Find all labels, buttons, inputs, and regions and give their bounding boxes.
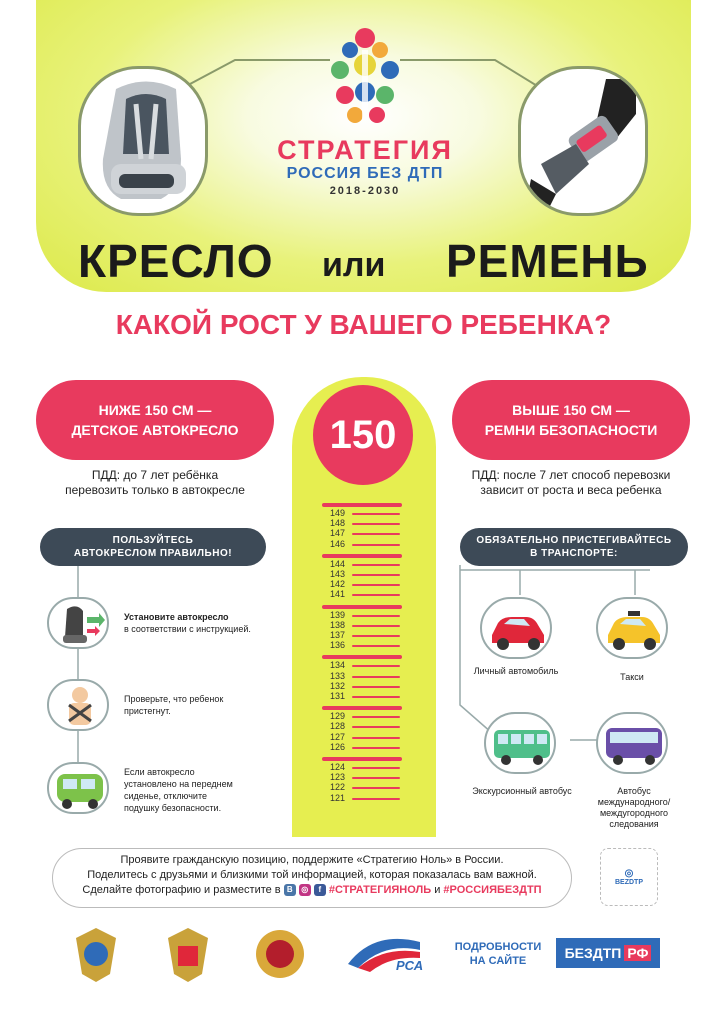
- right-rule-text: [452, 468, 690, 498]
- ruler-tick-label: 128: [330, 721, 346, 732]
- ruler-tick: [352, 635, 400, 637]
- ruler-tick-label: 138: [330, 619, 346, 630]
- ruler-tick-label: 146: [330, 538, 346, 549]
- left-rule-line2: перевозить только в автокресле: [65, 483, 245, 497]
- ruler-tick-label: 124: [330, 762, 346, 772]
- right-rule-line1: ПДД: после 7 лет способ перевозки: [471, 468, 671, 482]
- ruler-tick: [352, 798, 400, 800]
- ruler-tick-label: 129: [330, 711, 346, 722]
- ruler-tick-label: 131: [330, 691, 346, 701]
- ruler-tick: [352, 767, 400, 769]
- site-main: БЕЗДТП: [564, 945, 622, 961]
- ruler-tick: [352, 676, 400, 678]
- ruler-major-tick: [322, 605, 402, 609]
- instagram-handle-box[interactable]: [600, 848, 658, 906]
- below-150-line1: НИЖЕ 150 СМ —: [98, 402, 212, 418]
- ruler-tick: [352, 726, 400, 728]
- ruler-tick-label: 148: [330, 518, 346, 529]
- share-line2: Поделитесь с друзьями и близкими той информацией, которая показалась вам важной.: [87, 869, 537, 881]
- above-150-line1: ВЫШЕ 150 СМ —: [512, 402, 630, 418]
- ruler-tick-label: 133: [330, 670, 346, 681]
- private-car-image: [480, 597, 552, 659]
- share-line1: Проявите гражданскую позицию, поддержите «Стратегию Ноль» в России.: [120, 854, 504, 866]
- ruler-tick-label: 132: [330, 680, 346, 691]
- ruler-tick: [352, 574, 400, 576]
- emblem-ministry-education: [162, 924, 214, 984]
- above-150-line2: РЕМНИ БЕЗОПАСНОСТИ: [484, 422, 658, 438]
- more-on-site-text: [448, 940, 548, 968]
- ruler-tick: [352, 645, 400, 647]
- ruler-major-tick: [322, 554, 402, 558]
- ruler-tick-label: 139: [330, 609, 346, 620]
- step-airbag-image: [47, 762, 109, 814]
- ruler-tick-label: 123: [330, 772, 346, 783]
- use-seat-line2: АВТОКРЕСЛОМ ПРАВИЛЬНО!: [73, 548, 233, 559]
- more-line1: ПОДРОБНОСТИ: [454, 941, 542, 953]
- left-rule-text: [36, 468, 274, 498]
- ruler-tick: [352, 594, 400, 596]
- instagram-handle: BEZDTP: [615, 879, 643, 886]
- emblem-ministry-transport: [70, 924, 122, 984]
- rsa-logo-text: РСА: [396, 958, 424, 973]
- title-or: или: [322, 246, 386, 284]
- instagram-icon[interactable]: ◎: [299, 884, 311, 896]
- tour-bus-image: [484, 712, 556, 774]
- more-line2: НА САЙТЕ: [469, 955, 527, 967]
- coach-label-line4: следования: [609, 819, 659, 829]
- ruler-tick-label: 144: [330, 558, 346, 569]
- ruler-tick: [352, 523, 400, 525]
- step-airbag-text: Если автокресло установлено на переднем сиденье, отключите подушку безопасности.: [124, 767, 233, 813]
- facebook-icon[interactable]: f: [314, 884, 326, 896]
- ruler-major-tick: [322, 655, 402, 659]
- taxi-label: Такси: [620, 672, 644, 682]
- ruler-tick: [352, 625, 400, 627]
- coach-bus-label: [590, 786, 678, 830]
- ruler-tick-label: 127: [330, 731, 346, 742]
- coach-label-line3: междугородного: [599, 808, 669, 818]
- ruler-tick: [352, 513, 400, 515]
- ruler-tick: [352, 564, 400, 566]
- ruler-tick-label: 137: [330, 630, 346, 640]
- step-check-belt-image: [47, 679, 109, 731]
- logo-years: 2018-2030: [329, 185, 401, 197]
- hashtag-and: и: [434, 884, 441, 896]
- logo-title: СТРАТЕГИЯ: [277, 135, 453, 165]
- ruler-tick: [352, 716, 400, 718]
- emblem-traffic-police: [254, 924, 306, 984]
- ruler-tick-label: 122: [330, 782, 346, 793]
- ruler-150-badge: 150: [313, 385, 413, 485]
- ruler-tick-label: 126: [330, 741, 346, 752]
- share-line3: Сделайте фотографию и разместите в: [82, 884, 281, 896]
- seat-belt-image: [518, 66, 648, 216]
- ruler-tick: [352, 544, 400, 546]
- step-install-seat-image: [47, 597, 109, 649]
- ruler-tick: [352, 747, 400, 749]
- ruler-tick: [352, 737, 400, 739]
- step-install-text: [124, 611, 274, 635]
- share-line3-wrap: [52, 883, 572, 898]
- coach-label-line1: Автобус: [617, 786, 651, 796]
- ruler-tick-label: 141: [330, 589, 346, 600]
- above-150-pill: [452, 380, 690, 460]
- taxi-image: [596, 597, 668, 659]
- ruler-tick: [352, 533, 400, 535]
- instagram-small-icon: ◎: [624, 868, 634, 879]
- car-seat-image: [78, 66, 208, 216]
- hashtag-strategy-zero[interactable]: #СТРАТЕГИЯНОЛЬ: [328, 884, 432, 896]
- logo-subtitle: РОССИЯ БЕЗ ДТП: [286, 165, 444, 182]
- buckle-up-line2: В ТРАНСПОРТЕ:: [530, 548, 618, 559]
- ruler-tick-label: 149: [330, 508, 346, 518]
- tour-bus-label: Экскурсионный автобус: [472, 786, 572, 796]
- below-150-pill: [36, 380, 274, 460]
- site-rf: РФ: [624, 945, 651, 961]
- ruler-tick-label: 142: [330, 579, 346, 590]
- share-message-text: [52, 853, 572, 898]
- private-car-label: Личный автомобиль: [473, 666, 559, 676]
- hashtag-russia-no-accidents[interactable]: #РОССИЯБЕЗДТП: [443, 884, 542, 896]
- left-rule-line1: ПДД: до 7 лет ребёнка: [91, 468, 219, 482]
- step-install-rest: в соответствии с инструкцией.: [124, 624, 251, 634]
- ruler-tick: [352, 665, 400, 667]
- step-check-text: Проверьте, что ребенок пристегнут.: [124, 694, 224, 716]
- coach-label-line2: международного/: [597, 797, 671, 807]
- ruler-major-tick: [322, 757, 402, 761]
- ruler-tick-label: 134: [330, 660, 346, 671]
- right-rule-line2: зависит от роста и веса ребенка: [480, 483, 662, 497]
- below-150-line2: ДЕТСКОЕ АВТОКРЕСЛО: [71, 422, 239, 438]
- use-seat-line1: ПОЛЬЗУЙТЕСЬ: [112, 535, 194, 546]
- ruler-tick: [352, 584, 400, 586]
- ruler-major-tick: [322, 503, 402, 507]
- coach-bus-image: [596, 712, 668, 774]
- ruler-tick: [352, 696, 400, 698]
- title-seat: КРЕСЛО: [78, 235, 274, 287]
- ruler-tick-label: 121: [330, 792, 346, 803]
- ruler-tick-label: 147: [330, 528, 346, 539]
- ruler-major-tick: [322, 706, 402, 710]
- step-install-bold: Установите автокресло: [124, 612, 229, 622]
- ruler-tick: [352, 686, 400, 688]
- bezdtp-site-link[interactable]: [556, 938, 660, 968]
- ruler-tick-label: 136: [330, 640, 346, 651]
- ruler-tick: [352, 777, 400, 779]
- vk-icon[interactable]: В: [284, 884, 296, 896]
- ruler-tick: [352, 787, 400, 789]
- ruler-tick-label: 143: [330, 569, 346, 579]
- title-belt: РЕМЕНЬ: [446, 235, 649, 287]
- height-question: КАКОЙ РОСТ У ВАШЕГО РЕБЕНКА?: [115, 309, 612, 340]
- buckle-up-line1: ОБЯЗАТЕЛЬНО ПРИСТЕГИВАЙТЕСЬ: [476, 535, 672, 546]
- ruler-tick: [352, 615, 400, 617]
